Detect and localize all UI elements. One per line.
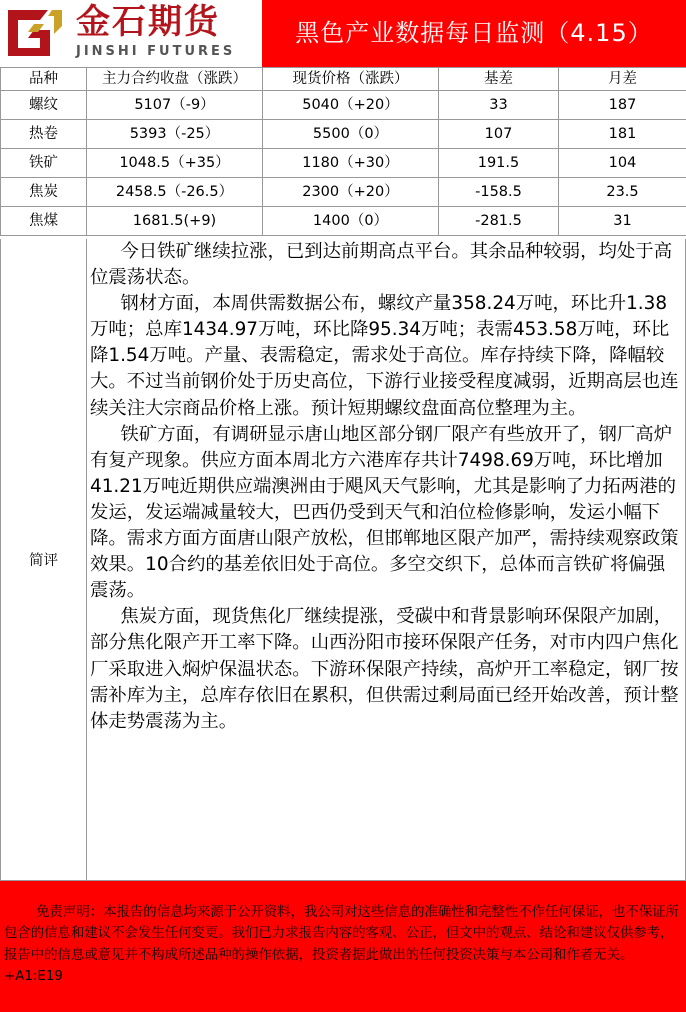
table-cell: 191.5 <box>439 149 559 178</box>
table-cell: 铁矿 <box>1 149 87 178</box>
table-row <box>1 207 686 236</box>
commentary-paragraph: 焦炭方面，现货焦化厂继续提涨，受碳中和背景影响环保限产加剧，部分焦化限产开工率下降。山西汾阳市接环保限产任务，对市内四户焦化厂采取进入焖炉保温状态。下游环保限产持续，高炉开工率稳定，钢厂按需补库为主，总库存依旧在累积，但供需过剩局面已经开始改善，预计整体走势震荡为主。 <box>90 606 679 732</box>
table-row <box>1 120 686 149</box>
table-cell: 螺纹 <box>1 91 87 120</box>
table-cell: 焦炭 <box>1 178 87 207</box>
column-header-spot-price: 现货价格（涨跌） <box>263 68 439 91</box>
column-header-month-spread: 月差 <box>559 68 686 91</box>
table-cell: 5107（-9） <box>87 91 263 120</box>
table-cell: 33 <box>439 91 559 120</box>
logo <box>0 0 262 67</box>
header <box>0 0 686 68</box>
table-cell: 187 <box>559 91 686 120</box>
table-cell: 31 <box>559 207 686 236</box>
table-cell: 2458.5（-26.5） <box>87 178 263 207</box>
table-cell: 热卷 <box>1 120 87 149</box>
table-cell: 1681.5(+9) <box>87 207 263 236</box>
table-row <box>1 91 686 120</box>
table-cell: 5040（+20） <box>263 91 439 120</box>
commentary-section <box>0 239 686 881</box>
table-cell: 1400（0） <box>263 207 439 236</box>
table-row <box>1 149 686 178</box>
commentary-body <box>90 239 680 735</box>
column-header-basis: 基差 <box>439 68 559 91</box>
table-cell: 5393（-25） <box>87 120 263 149</box>
table-cell: 2300（+20） <box>263 178 439 207</box>
table-cell: 1180（+30） <box>263 149 439 178</box>
table-header-row <box>1 68 686 91</box>
column-header-variety: 品种 <box>1 68 87 91</box>
logo-chinese-name: 金石期货 <box>76 2 220 42</box>
commentary-paragraph: 铁矿方面，有调研显示唐山地区部分钢厂限产有些放开了，钢厂高炉有复产现象。供应方面本周北方六港库存共计7498.69万吨，环比增加41.21万吨近期供应端澳洲由于飓风天气影响，尤其是影响了力拓两港的发运，发运端减量较大，巴西仍受到天气和泊位检修影响，发运小幅下降。需求方面方面唐山限产放松，但邯郸地区限产加严，需持续观察政策效果。10合约的基差依旧处于高位。多空交织下，总体而言铁矿将偏强震荡。 <box>90 423 679 602</box>
jinshi-logo-icon <box>4 4 66 62</box>
table-cell: -158.5 <box>439 178 559 207</box>
price-table <box>0 67 686 236</box>
commentary-label: 简评 <box>1 239 87 880</box>
commentary-paragraph: 今日铁矿继续拉涨，已到达前期高点平台。其余品种较弱，均处于高位震荡状态。 <box>90 241 673 289</box>
disclaimer-text: 免责声明：本报告的信息均来源于公开资料，我公司对这些信息的准确性和完整性不作任何保证，也不保证所包含的信息和建议不会发生任何变更。我们已力求报告内容的客观、公正，但文中的观点、结论和建议仅供参考，报告中的信息或意见并不构成所述品种的操作依据，投资者据此做出的任何投资决策与本公司和作者无关。+A1:E19 <box>4 905 679 984</box>
table-cell: 104 <box>559 149 686 178</box>
disclaimer-section <box>0 881 686 1012</box>
table-cell: 焦煤 <box>1 207 87 236</box>
report-title: 黑色产业数据每日监测（4.15） <box>262 0 686 67</box>
logo-english-name: JINSHI FUTURES <box>76 44 236 59</box>
table-cell: 1048.5（+35） <box>87 149 263 178</box>
table-cell: 181 <box>559 120 686 149</box>
table-cell: -281.5 <box>439 207 559 236</box>
table-cell: 23.5 <box>559 178 686 207</box>
table-row <box>1 178 686 207</box>
table-cell: 5500（0） <box>263 120 439 149</box>
column-header-main-contract: 主力合约收盘（涨跌） <box>87 68 263 91</box>
commentary-paragraph: 钢材方面，本周供需数据公布，螺纹产量358.24万吨，环比升1.38万吨；总库1434.97万吨，环比降95.34万吨；表需453.58万吨，环比降1.54万吨。产量、表需稳定，需求处于高位。库存持续下降，降幅较大。不过当前钢价处于历史高位，下游行业接受程度减弱，近期高层也连续关注大宗商品价格上涨。预计短期螺纹盘面高位整理为主。 <box>90 293 679 419</box>
table-cell: 107 <box>439 120 559 149</box>
